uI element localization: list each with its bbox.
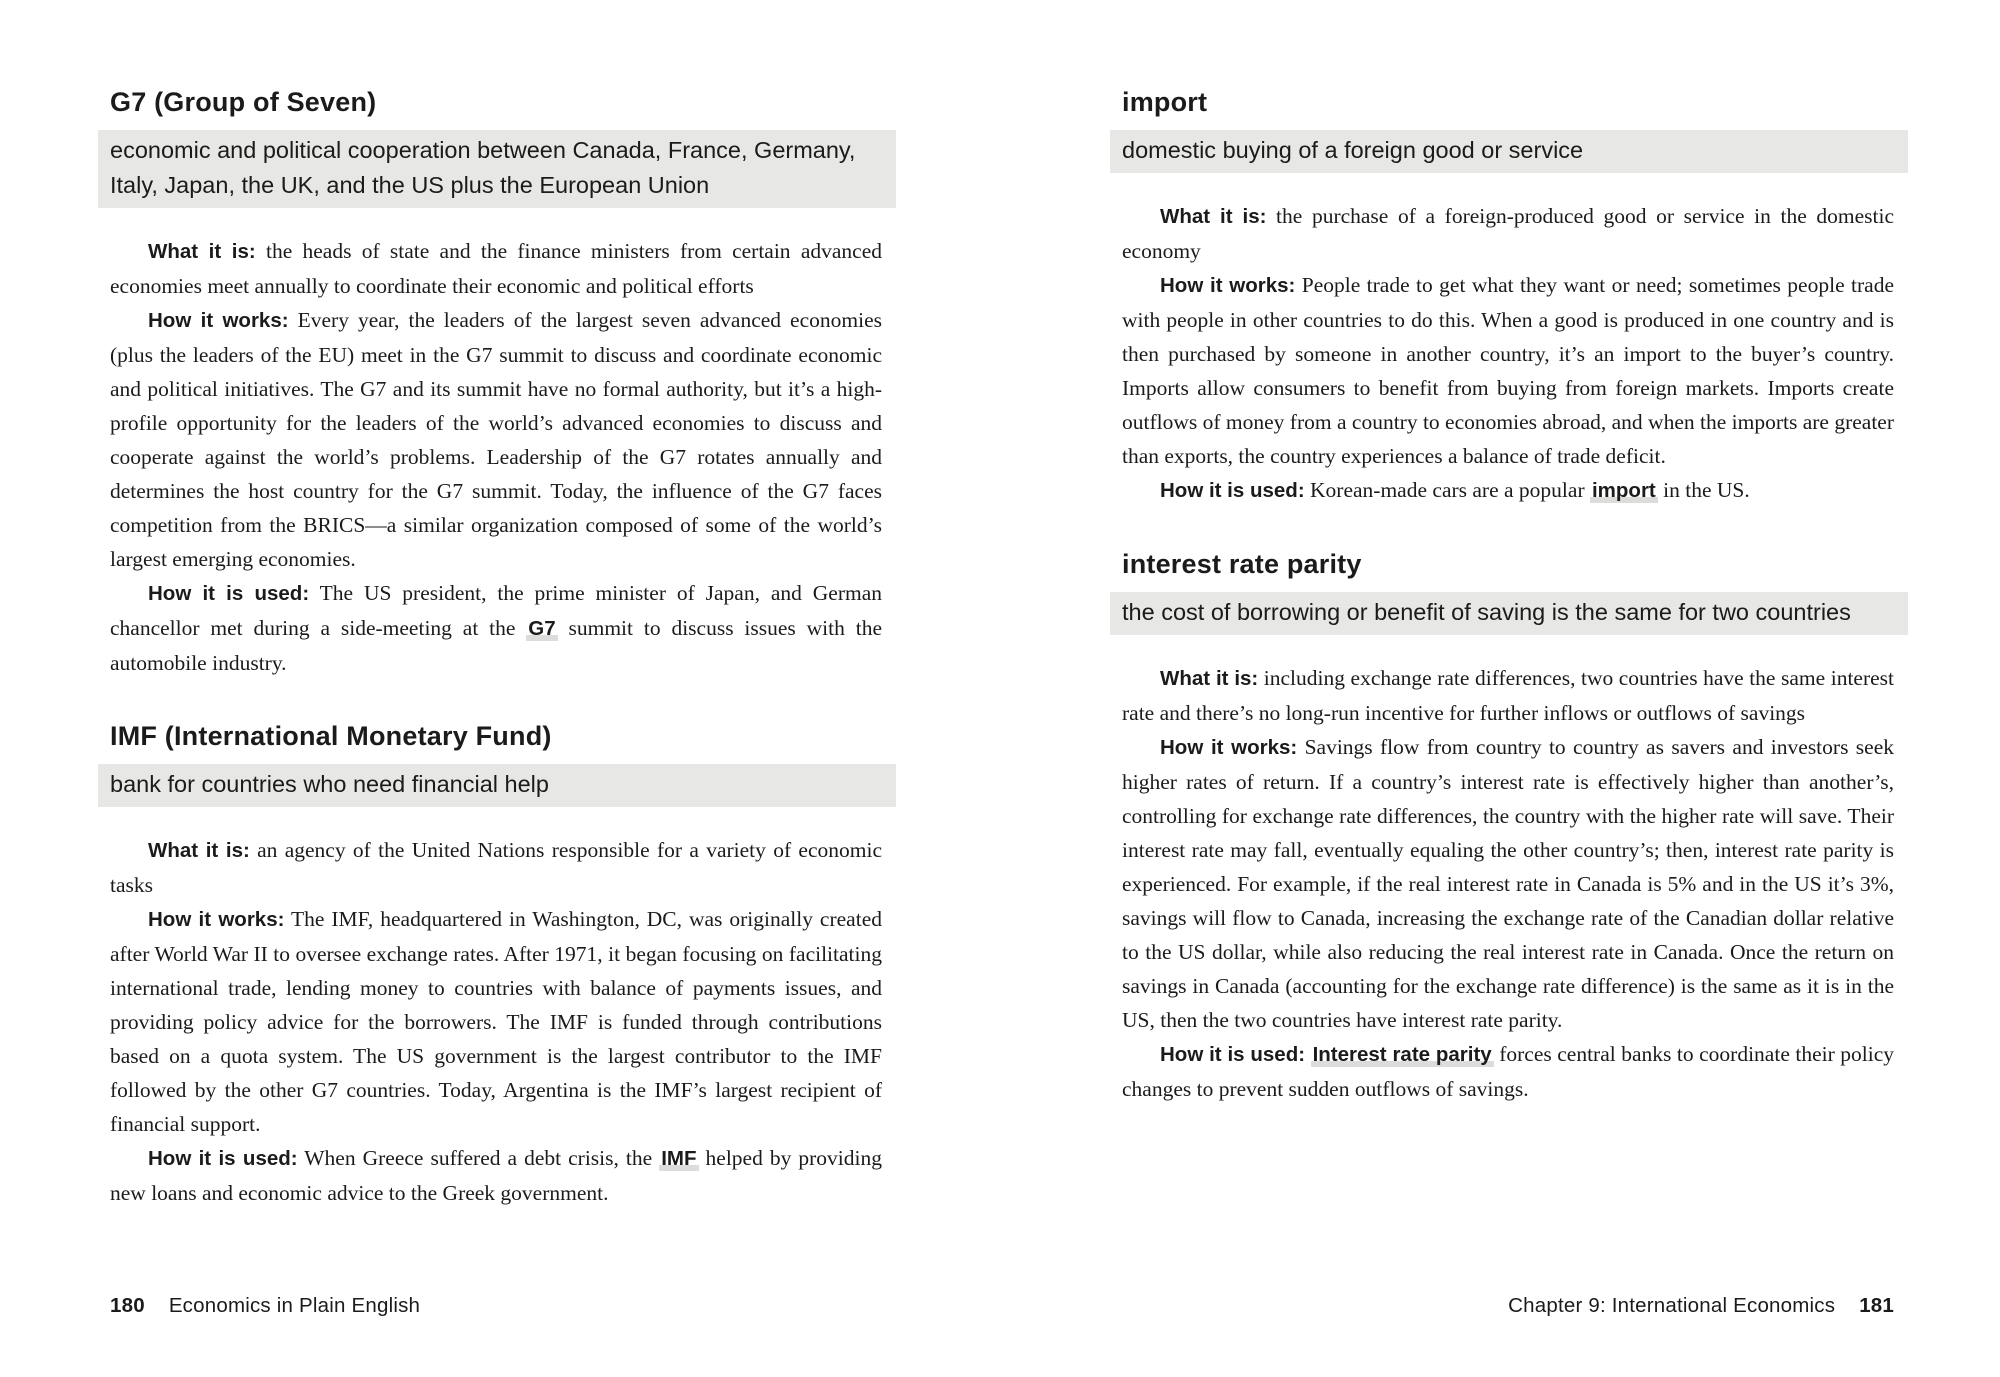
paragraph-text: an agency of the United Nations responsible for a variety of economic tasks [110,838,882,897]
paragraph-how-it-is-used [1122,473,1894,508]
paragraph-how-it-works [110,303,882,576]
paragraph-text: The IMF, headquartered in Washington, DC, was originally created after World War II to oversee exchange rates. After 1971, it began focusing on facilitating international trade, lending money to countries with balance of payments issues, and providing policy advice for the borrowers. The IMF is funded through contributions based on a quota system. The US government is the largest contributor to the IMF followed by the other G7 countries. Today, Argentina is the IMF’s largest recipient of financial support. [110,907,882,1136]
definition-highlight-imf: bank for countries who need financial help [98,764,896,807]
term-heading-interest-rate-parity: interest rate parity [1122,549,1362,579]
paragraph-how-it-works [1122,730,1894,1037]
left-page-footer [110,1294,420,1318]
paragraph-label: How it is used: [1160,1043,1306,1066]
term-section-interest-rate-parity [1122,548,1894,1106]
book-title: Economics in Plain English [168,1294,421,1317]
paragraph-text: Savings flow from country to country as savers and investors seek higher rates of return. If a country’s interest rate is effectively higher than another’s, controlling for exchange rate differences, the country with the higher rate will save. Their interest rate may fall, eventually equaling the other country’s; then, interest rate parity is experienced. For example, if the real interest rate in Canada is 5% and in the US it’s 3%, savings will flow to Canada, increasing the exchange rate of the Canadian dollar relative to the US dollar, while also reducing the real interest rate in Canada. Once the return on savings in Canada (accounting for the exchange rate difference) is the same as it is in the US, then the two countries have interest rate parity. [1122,735,1894,1032]
paragraph-text: When Greece suffered a debt crisis, the [297,1146,660,1170]
highlighted-term: G7 [528,617,556,640]
paragraph-text: summit to discuss issues with the automobile industry. [110,616,882,675]
term-section-import [1122,86,1894,508]
paragraph-label: How it is used: [148,582,310,605]
paragraph-label: What it is: [148,839,250,862]
paragraph-label: How it is used: [1160,479,1305,502]
paragraph-text: forces central banks to coordinate their policy changes to prevent sudden outflows of savings. [1122,1042,1895,1101]
definition-highlight-interest-rate-parity: the cost of borrowing or benefit of saving is the same for two countries [1110,592,1908,635]
paragraph-text: People trade to get what they want or need; sometimes people trade with people in other countries to do this. When a good is produced in one country and is then purchased by someone in another country, it’s an import to the buyer’s country. Imports allow consumers to benefit from buying from foreign markets. Imports create outflows of money from a country to economies abroad, and when the imports are greater than exports, the country experiences a balance of trade deficit. [1122,273,1894,468]
chapter-title: Chapter 9: International Economics [1508,1294,1836,1317]
paragraph-what-it-is [1122,661,1894,730]
paragraph-label: What it is: [148,240,256,263]
paragraph-text: including exchange rate differences, two countries have the same interest rate and there’s no long-run incentive for further inflows or outflows of savings [1122,666,1894,725]
paragraph-text: Korean-made cars are a popular [1304,478,1590,502]
highlighted-term: Interest rate parity [1312,1043,1492,1066]
term-section-imf [110,720,882,1210]
paragraph-how-it-is-used [110,1141,882,1210]
paragraph-label: How it works: [1160,736,1298,759]
highlighted-term: import [1591,479,1656,502]
paragraph-text: helped by providing new loans and economic advice to the Greek government. [110,1146,882,1205]
paragraph-text [1305,1042,1311,1066]
right-page-footer [1122,1294,1894,1318]
left-page-column [110,86,882,1250]
paragraph-how-it-is-used [110,576,882,680]
term-heading-import: import [1122,87,1208,117]
paragraph-how-it-works [1122,268,1894,473]
term-heading-g7: G7 (Group of Seven) [110,87,377,117]
paragraph-text: in the US. [1657,478,1750,502]
paragraph-label: How it works: [1160,274,1296,297]
definition-highlight-g7: economic and political cooperation between Canada, France, Germany, Italy, Japan, the UK, and the US plus the European Union [98,130,896,208]
right-page-column [1122,86,1894,1146]
paragraph-text: the purchase of a foreign-produced good or service in the domestic economy [1122,204,1895,263]
paragraph-what-it-is [110,833,882,902]
paragraph-label: What it is: [1160,667,1259,690]
paragraph-how-it-is-used [1122,1037,1894,1106]
paragraph-text: Every year, the leaders of the largest seven advanced economies (plus the leaders of the EU) meet in the G7 summit to discuss and coordinate economic and political initiatives. The G7 and its summit have no formal authority, but it’s a high-profile opportunity for the leaders of the world’s advanced economies to discuss and cooperate against the world’s problems. Leadership of the G7 rotates annually and determines the host country for the G7 summit. Today, the influence of the G7 faces competition from the BRICS—a similar organization composed of some of the world’s largest emerging economies. [110,308,883,571]
paragraph-label: How it is used: [148,1147,298,1170]
definition-highlight-import: domestic buying of a foreign good or service [1110,130,1908,173]
term-section-g7 [110,86,882,680]
paragraph-text: The US president, the prime minister of Japan, and German chancellor met during a side-meeting at the [110,581,883,640]
page-number-left: 180 [110,1294,145,1317]
paragraph-what-it-is [110,234,882,303]
highlighted-term: IMF [661,1147,697,1170]
paragraph-label: How it works: [148,908,285,931]
paragraph-text: the heads of state and the finance ministers from certain advanced economies meet annually to coordinate their economic and political efforts [110,239,882,298]
page-number-right: 181 [1859,1294,1894,1317]
paragraph-label: What it is: [1160,205,1267,228]
paragraph-what-it-is [1122,199,1894,268]
paragraph-label: How it works: [148,309,289,332]
term-heading-imf: IMF (International Monetary Fund) [110,721,552,751]
paragraph-how-it-works [110,902,882,1141]
